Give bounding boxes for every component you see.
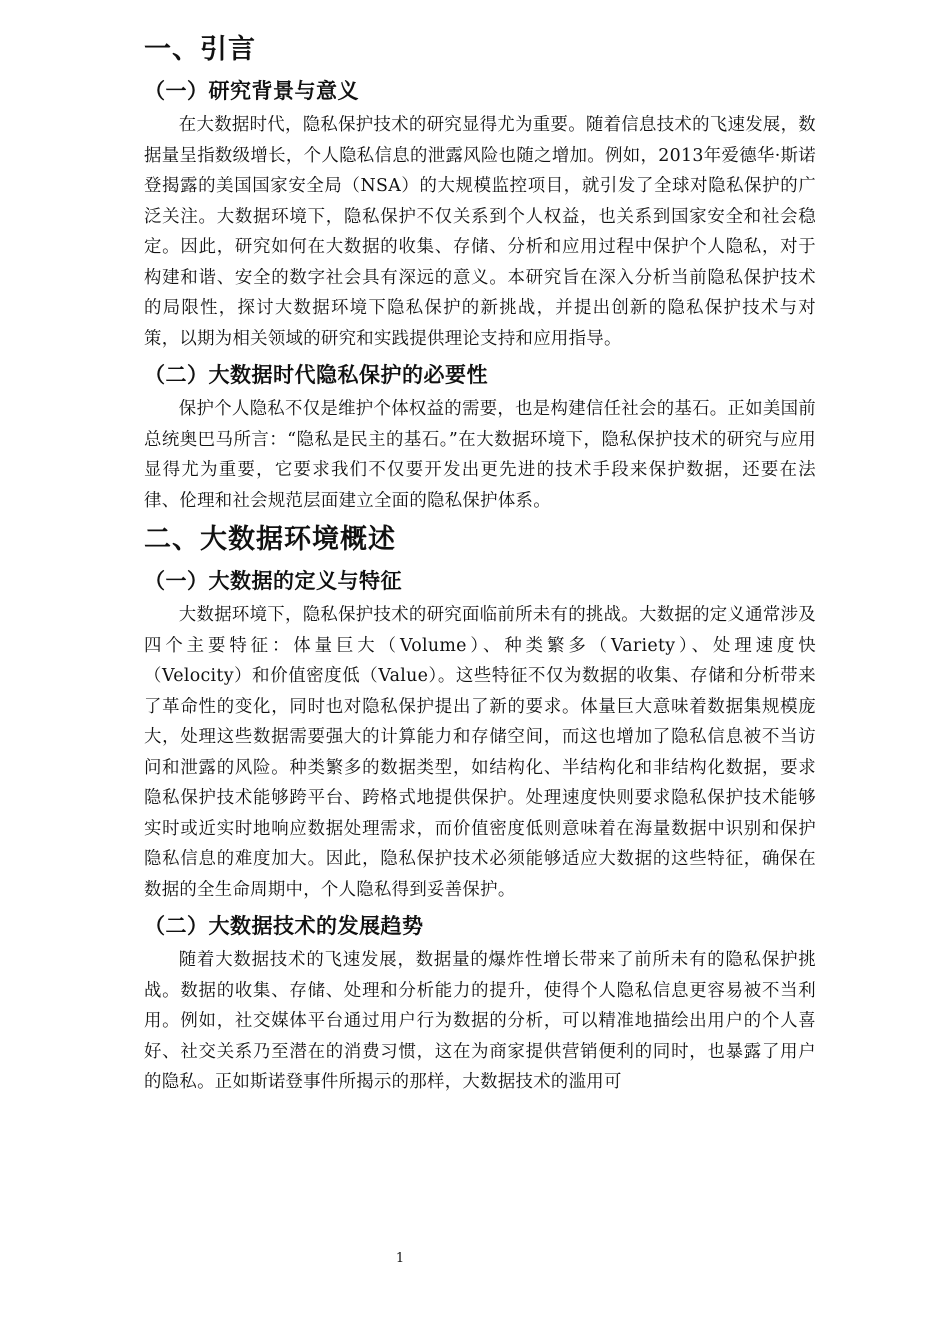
subsection-heading-necessity: （二）大数据时代隐私保护的必要性: [144, 363, 488, 387]
section-heading-big-data-overview: 二、大数据环境概述: [144, 524, 396, 555]
section-heading-introduction: 一、引言: [144, 34, 256, 65]
paragraph-necessity: 保护个人隐私不仅是维护个体权益的需要，也是构建信任社会的基石。正如美国前总统奥巴马所言：“隐私是民主的基石。”在大数据环境下，隐私保护技术的研究与应用显得尤为重要，它要求我们不仅要开发出更先进的技术手段来保护数据，还要在法律、伦理和社会规范层面建立全面的隐私保护体系。: [144, 399, 816, 511]
subsection-heading-background: （一）研究背景与意义: [144, 79, 359, 103]
subsection-heading-definition: （一）大数据的定义与特征: [144, 569, 402, 593]
subsection-heading-trends: （二）大数据技术的发展趋势: [144, 914, 424, 938]
paragraph-trends: 随着大数据技术的飞速发展，数据量的爆炸性增长带来了前所未有的隐私保护挑战。数据的收集、存储、处理和分析能力的提升，使得个人隐私信息更容易被不当利用。例如，社交媒体平台通过用户行为数据的分析，可以精准地描绘出用户的个人喜好、社交关系乃至潜在的消费习惯，这在为商家提供营销便利的同时，也暴露了用户的隐私。正如斯诺登事件所揭示的那样，大数据技术的滥用可: [144, 950, 816, 1092]
document-body: [144, 30, 816, 1102]
page-number: 1: [395, 1251, 405, 1266]
paragraph-definition: 大数据环境下，隐私保护技术的研究面临前所未有的挑战。大数据的定义通常涉及四个主要特征：体量巨大（Volume）、种类繁多（Variety）、处理速度快（Velocity）和价值密度低（Value）。这些特征不仅为数据的收集、存储和分析带来了革命性的变化，同时也对隐私保护提出了新的要求。体量巨大意味着数据集规模庞大，处理这些数据需要强大的计算能力和存储空间，而这也增加了隐私信息被不当访问和泄露的风险。种类繁多的数据类型，如结构化、半结构化和非结构化数据，要求隐私保护技术能够跨平台、跨格式地提供保护。处理速度快则要求隐私保护技术能够实时或近实时地响应数据处理需求，而价值密度低则意味着在海量数据中识别和保护隐私信息的难度加大。因此，隐私保护技术必须能够适应大数据的这些特征，确保在数据的全生命周期中，个人隐私得到妥善保护。: [144, 605, 816, 900]
paragraph-background: 在大数据时代，隐私保护技术的研究显得尤为重要。随着信息技术的飞速发展，数据量呈指数级增长，个人隐私信息的泄露风险也随之增加。例如，2013年爱德华·斯诺登揭露的美国国家安全局（NSA）的大规模监控项目，就引发了全球对隐私保护的广泛关注。大数据环境下，隐私保护不仅关系到个人权益，也关系到国家安全和社会稳定。因此，研究如何在大数据的收集、存储、分析和应用过程中保护个人隐私，对于构建和谐、安全的数字社会具有深远的意义。本研究旨在深入分析当前隐私保护技术的局限性，探讨大数据环境下隐私保护的新挑战，并提出创新的隐私保护技术与对策，以期为相关领域的研究和实践提供理论支持和应用指导。: [144, 115, 816, 349]
